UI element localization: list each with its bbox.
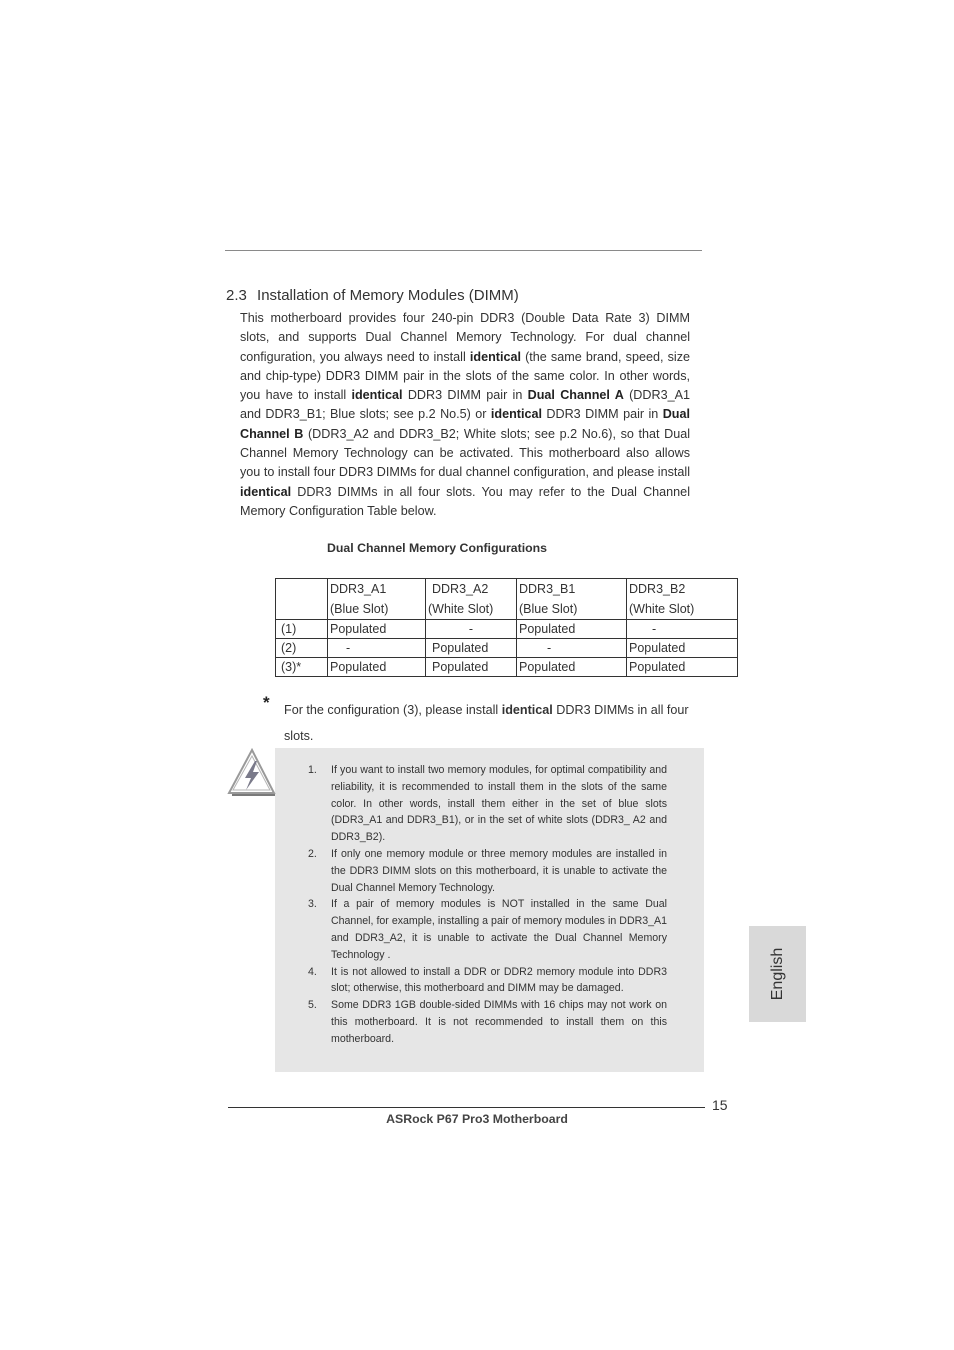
header-slot-label: DDR3_B2 [629,582,686,596]
table-header-row [276,579,738,620]
header-corner-cell [276,579,328,620]
header-color-label: (White Slot) [428,602,494,616]
header-color-label: (White Slot) [629,602,695,616]
top-rule [225,250,702,251]
note-text: If only one memory module or three memory modules are installed in the DDR3 DIMM slots on this motherboard, it is unable to activate the Dual Channel Memory Technology. [331,847,667,894]
footnote-asterisk: * [263,693,270,712]
body-bold-3: Dual Channel A [527,388,624,403]
body-bold-6: identical [240,484,292,499]
note-number: 5. [308,999,317,1012]
header-slot-label: DDR3_A1 [330,582,387,596]
table-cell: Populated [426,639,517,658]
header-color-label: (Blue Slot) [330,602,389,616]
table-cell: Populated [426,658,517,677]
note-number: 3. [308,898,317,911]
footnote-bold: identical [501,703,553,717]
table-cell: Populated [627,658,738,677]
table-title: Dual Channel Memory Configurations [327,541,547,555]
table-row [276,639,738,658]
notes-box [275,748,704,1072]
footnote [284,697,700,749]
header-slot-label: DDR3_B1 [519,582,576,596]
footer-text: ASRock P67 Pro3 Motherboard [386,1112,568,1126]
body-text-4: (DDR3_A1 and DDR3_B1; Blue slots; see p.2 No.5) or [240,388,690,422]
body-text-1: This motherboard provides four 240-pin DDR3 (Double Data Rate 3) DIMM slots, and supports Dual Channel Memory Technology. For dual channel configuration, you always need to install [240,311,690,364]
language-tab [749,926,806,1022]
bottom-rule [228,1107,705,1108]
note-number: 1. [308,764,317,776]
list-item [305,762,667,846]
table-cell: - [328,639,426,658]
table-cell: Populated [517,658,627,677]
footnote-text-1: For the configuration (3), please install [284,703,502,717]
memory-config-table [275,578,738,677]
header-cell-b2 [627,579,738,620]
section-title [226,287,519,304]
table-cell: - [517,639,627,658]
footnote-text-2: DDR3 DIMMs in all four slots. [284,703,689,743]
body-bold-1: identical [469,349,521,364]
header-cell-a2 [426,579,517,620]
header-cell-b1 [517,579,627,620]
header-slot-label: DDR3_A2 [432,582,489,596]
section-number: 2.3 [226,287,247,304]
body-bold-2: identical [351,388,403,403]
row-label: (1) [276,620,328,639]
warning-triangle-icon [226,748,276,796]
note-text: If you want to install two memory modules, for optimal compatibility and reliability, it is recommended to install them in the slots of the same color. In other words, install them either in the set of blue slots (DDR3_A1 and DDR3_B1), or in the set of white slots (DDR3_ A2 and DDR3_B2). [331,764,667,844]
intro-paragraph [240,309,690,521]
body-text-6: (DDR3_A2 and DDR3_B2; White slots; see p.2 No.6), so that Dual Channel Memory Technology can be activated. This motherboard also allows you to install four DDR3 DIMMs for dual channel configuration, and please install [240,426,690,480]
body-bold-4: identical [490,407,542,422]
row-label: (3)* [276,658,328,677]
table-cell: Populated [328,658,426,677]
note-number: 2. [308,847,317,860]
notes-list [305,762,667,1048]
table-cell: Populated [627,639,738,658]
language-tab-label: English [768,947,786,1001]
table-cell: Populated [328,620,426,639]
page-number: 15 [712,1097,728,1113]
body-bold-5: Dual Channel B [240,407,690,441]
list-item [305,896,667,963]
list-item [305,997,667,1047]
table-cell: - [627,620,738,639]
table-cell: Populated [517,620,627,639]
body-text-5: DDR3 DIMM pair in [541,407,663,422]
note-number: 4. [308,965,317,978]
table-row [276,658,738,677]
table-cell: - [426,620,517,639]
note-text: Some DDR3 1GB double-sided DIMMs with 16 chips may not work on this motherboard. It is not recommended to install them on this motherboard. [331,999,667,1045]
section-title-text: Installation of Memory Modules (DIMM) [257,287,519,304]
body-text-3: DDR3 DIMM pair in [402,388,528,403]
note-text: If a pair of memory modules is NOT installed in the same Dual Channel, for example, installing a pair of memory modules in DDR3_A1 and DDR3_A2, it is unable to activate the Dual Channel Memory Technology . [331,898,667,961]
header-color-label: (Blue Slot) [519,602,578,616]
list-item [305,846,667,896]
header-cell-a1 [328,579,426,620]
list-item [305,964,667,998]
note-text: It is not allowed to install a DDR or DDR2 memory module into DDR3 slot; otherwise, this motherboard and DIMM may be damaged. [331,965,667,995]
body-text-2: (the same brand, speed, size and chip-type) DDR3 DIMM pair in the slots of the same color. In other words, you have to install [240,349,690,403]
body-text-7: DDR3 DIMMs in all four slots. You may refer to the Dual Channel Memory Configuration Table below. [240,484,690,518]
row-label: (2) [276,639,328,658]
table-row [276,620,738,639]
